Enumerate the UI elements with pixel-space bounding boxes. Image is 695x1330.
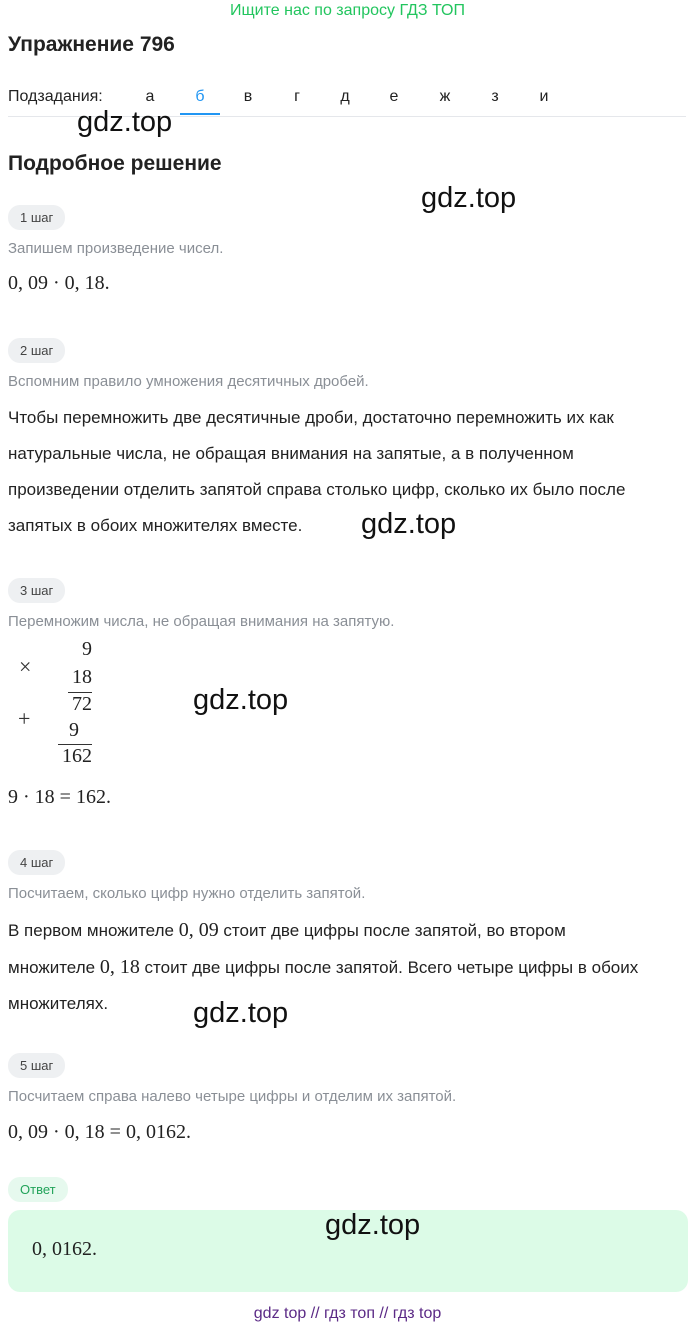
tab-i[interactable]: и [539,88,549,105]
text-line: произведении отделить запятой справа столько цифр, сколько их было после [8,480,626,499]
text-fragment: стоит две цифры после запятой. Всего четыре цифры в обоих [144,958,639,977]
inline-number: 0, 18 [99,956,140,978]
promo-link[interactable]: Ищите нас по запросу ГДЗ ТОП [230,2,465,19]
text-line: Чтобы перемножить две десятичные дроби, достаточно перемножить их как [8,408,614,427]
watermark: gdz.top [77,106,173,138]
tab-g[interactable]: г [294,88,300,105]
step-badge: 3 шаг [8,578,65,603]
tab-v[interactable]: в [243,88,253,105]
watermark: gdz.top [361,508,457,540]
step-text [8,400,688,544]
tab-e[interactable]: е [389,88,399,105]
text-fragment: В первом множителе [8,921,174,940]
plus-sign: + [18,706,31,731]
text-line [8,949,688,986]
step-formula: 9 · 18 = 162. [8,786,111,808]
times-sign: × [19,654,32,679]
tab-a[interactable]: а [145,88,155,105]
column-row: 72 [72,693,92,715]
footer-links[interactable]: gdz top // гдз топ // гдз top [253,1305,442,1322]
column-row: 162 [62,745,92,767]
text-fragment: множителе [8,958,96,977]
text-line: натуральные числа, не обращая внимания на запятые, а в полученном [8,444,574,463]
step-formula: 0, 09 · 0, 18 = 0, 0162. [8,1121,191,1143]
step-badge: 5 шаг [8,1053,65,1078]
text-line: множителях. [8,994,109,1013]
solution-heading: Подробное решение [8,152,222,175]
watermark: gdz.top [193,684,289,716]
column-row: 18 [72,666,92,688]
tab-b[interactable]: б [195,88,205,105]
answer-badge: Ответ [8,1177,68,1202]
text-line: запятых в обоих множителях вместе. [8,516,303,535]
watermark: gdz.top [325,1209,421,1241]
watermark: gdz.top [193,997,289,1029]
subtasks-label: Подзадания: [8,88,103,105]
column-multiplication [0,638,120,768]
step-hint: Посчитаем справа налево четыре цифры и отделим их запятой. [8,1088,457,1105]
active-tab-indicator [180,113,220,115]
step-text [8,912,688,1022]
column-row: 9 [82,638,92,660]
column-row: 9 [69,719,79,741]
tab-zh[interactable]: ж [439,88,451,105]
answer-value: 0, 0162. [32,1238,97,1260]
inline-number: 0, 09 [178,919,219,941]
step-hint: Запишем произведение чисел. [8,240,224,257]
step-formula: 0, 09 · 0, 18. [8,272,110,294]
watermark: gdz.top [421,182,517,214]
page-title: Упражнение 796 [8,33,175,56]
text-fragment: стоит две цифры после запятой, во втором [223,921,566,940]
step-hint: Вспомним правило умножения десятичных дробей. [8,373,369,390]
step-badge: 4 шаг [8,850,65,875]
text-line [8,912,688,949]
step-hint: Перемножим числа, не обращая внимания на запятую. [8,613,395,630]
tab-z[interactable]: з [491,88,499,105]
step-badge: 2 шаг [8,338,65,363]
step-badge: 1 шаг [8,205,65,230]
step-hint: Посчитаем, сколько цифр нужно отделить запятой. [8,885,366,902]
tab-d[interactable]: д [340,88,350,105]
